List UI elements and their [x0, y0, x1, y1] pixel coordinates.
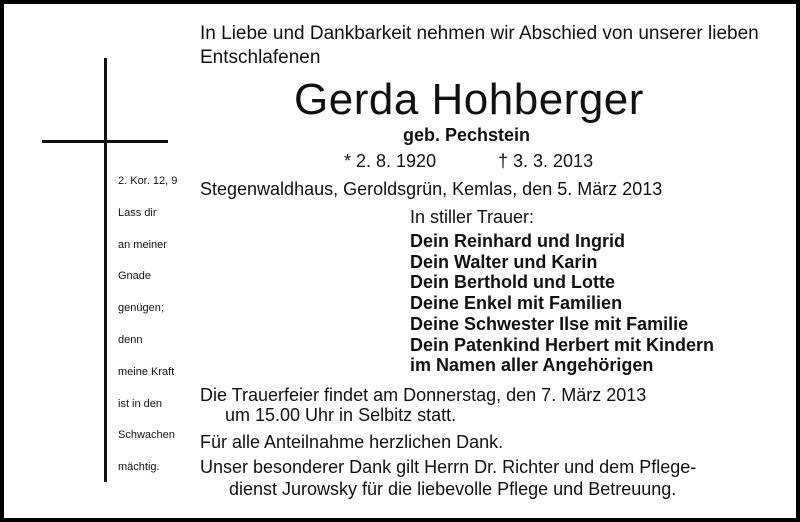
- service-line: um 15.00 Uhr in Selbitz statt.: [225, 405, 457, 425]
- mourners-list: [410, 231, 714, 376]
- verse-line: Schwachen: [118, 429, 175, 442]
- mourner-item: Deine Enkel mit Familien: [410, 293, 623, 314]
- verse-line: 2. Kor. 12, 9: [118, 175, 178, 187]
- verse-line: meine Kraft: [118, 365, 175, 378]
- bible-verse: [118, 166, 177, 484]
- mourner-item: Dein Patenkind Herbert mit Kindern: [410, 334, 715, 355]
- obituary-notice: [4, 4, 796, 518]
- verse-line: genügen;: [118, 302, 164, 315]
- place-date: Stegenwaldhaus, Geroldsgrün, Kemlas, den 5. März 2013: [200, 179, 663, 199]
- mourner-item: im Namen aller Angehörigen: [410, 355, 654, 376]
- mourner-item: Dein Walter und Karin: [410, 251, 598, 272]
- cross-icon: [104, 58, 107, 482]
- birth-date: * 2. 8. 1920: [344, 151, 437, 171]
- verse-line: Gnade: [118, 270, 152, 283]
- cross-icon-bar: [42, 140, 168, 143]
- service-line: Die Trauerfeier findet am Donnerstag, den 7. März 2013: [200, 385, 647, 405]
- verse-line: an meiner: [118, 238, 167, 251]
- intro-text: In Liebe und Dankbarkeit nehmen wir Abschied von unserer lieben Entschlafenen: [200, 23, 759, 68]
- special-thanks-line: Unser besonderer Dank gilt Herrn Dr. Richter und dem Pflege-: [200, 457, 697, 477]
- verse-line: denn: [118, 333, 143, 346]
- special-thanks-line: dienst Jurowsky für die liebevolle Pflege und Betreuung.: [229, 479, 677, 499]
- mourner-item: Dein Reinhard und Ingrid: [410, 231, 625, 251]
- maiden-name: geb. Pechstein: [403, 125, 531, 145]
- verse-line: Lass dir: [118, 206, 157, 219]
- special-thanks: [200, 456, 760, 500]
- verse-line: ist in den: [118, 397, 163, 410]
- mourner-item: Deine Schwester Ilse mit Familie: [410, 313, 689, 334]
- mourner-item: Dein Berthold und Lotte: [410, 272, 615, 293]
- verse-line: mächtig.: [118, 461, 160, 474]
- service-info: [200, 385, 760, 425]
- death-date: † 3. 3. 2013: [498, 151, 594, 171]
- thanks-text: Für alle Anteilnahme herzlichen Dank.: [200, 432, 504, 452]
- mourning-label: In stiller Trauer:: [410, 207, 535, 227]
- deceased-name: Gerda Hohberger: [294, 75, 644, 124]
